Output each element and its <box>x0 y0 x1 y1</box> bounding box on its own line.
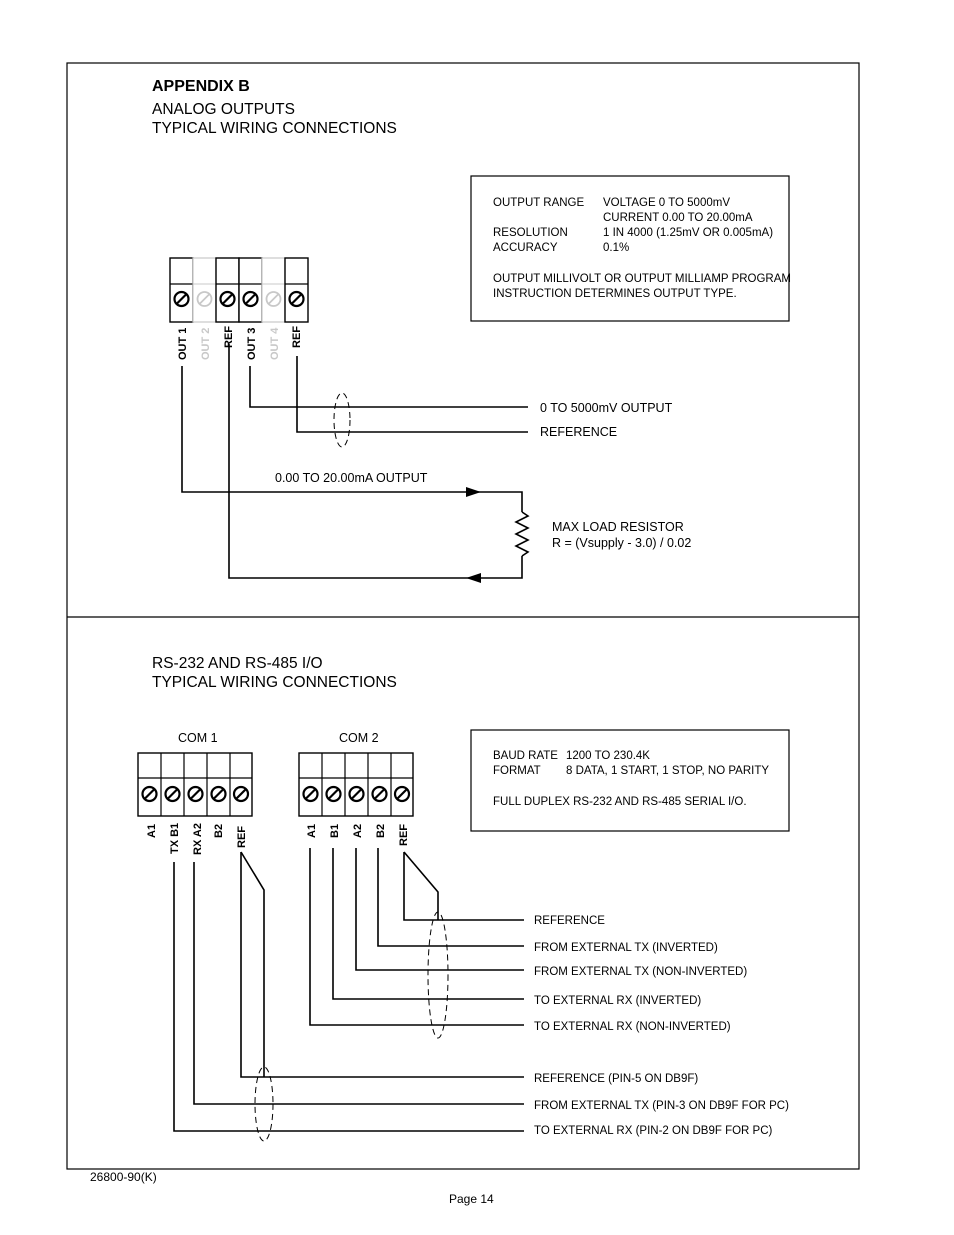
screw-icon <box>189 787 203 801</box>
cable-shield-ellipse <box>428 912 448 1038</box>
spec-serial-note: FULL DUPLEX RS-232 AND RS-485 SERIAL I/O. <box>493 796 747 808</box>
terminal-out2 <box>193 258 216 322</box>
com2-label-b2: B2 <box>375 823 387 838</box>
screw-icon <box>221 292 235 306</box>
terminal-label-out3: OUT 3 <box>246 327 258 360</box>
com1-label: COM 1 <box>178 731 218 745</box>
spec-resolution-label: RESOLUTION <box>493 227 568 239</box>
terminal-out4 <box>262 258 285 322</box>
page-number: Page 14 <box>449 1192 494 1206</box>
label-current-output: 0.00 TO 20.00mA OUTPUT <box>275 471 428 485</box>
serial-subtitle-2: TYPICAL WIRING CONNECTIONS <box>152 674 397 691</box>
wire-voltage-reference <box>297 356 528 432</box>
wire-com2-ref <box>404 852 524 920</box>
com2-label-ref: REF <box>398 824 410 846</box>
spec-resolution-value: 1 IN 4000 (1.25mV OR 0.005mA) <box>603 227 774 239</box>
label-com1-to-rx: TO EXTERNAL RX (PIN-2 ON DB9F FOR PC) <box>534 1125 773 1137</box>
spec-accuracy-label: ACCURACY <box>493 242 558 254</box>
label-from-tx-noninverted: FROM EXTERNAL TX (NON-INVERTED) <box>534 966 748 978</box>
label-com2-ref: REFERENCE <box>534 915 605 927</box>
appendix-title: APPENDIX B <box>152 78 250 95</box>
com2-label-b1: B1 <box>329 823 341 838</box>
wire-com2-b2 <box>378 848 524 946</box>
label-com1-ref: REFERENCE (PIN-5 ON DB9F) <box>534 1073 699 1085</box>
wire-voltage-output <box>250 366 528 407</box>
label-to-rx-noninverted: TO EXTERNAL RX (NON-INVERTED) <box>534 1021 731 1033</box>
spec-note-line-2: INSTRUCTION DETERMINES OUTPUT TYPE. <box>493 288 737 300</box>
terminal-out1 <box>170 258 193 322</box>
label-to-rx-inverted: TO EXTERNAL RX (INVERTED) <box>534 995 702 1007</box>
screw-icon <box>244 292 258 306</box>
spec-output-range-voltage: VOLTAGE 0 TO 5000mV <box>603 197 730 209</box>
terminal-ref-1 <box>216 258 239 322</box>
screw-icon <box>143 787 157 801</box>
terminal-out3 <box>239 258 262 322</box>
wire-com1-tx-b1 <box>174 862 524 1131</box>
com2-label-a2: A2 <box>352 823 364 838</box>
serial-spec-box <box>471 730 789 831</box>
screw-icon <box>166 787 180 801</box>
serial-subtitle-1: RS-232 AND RS-485 I/O <box>152 655 323 672</box>
wire-com1-ref <box>241 852 524 1077</box>
analog-subtitle-1: ANALOG OUTPUTS <box>152 101 295 118</box>
com2-label-a1: A1 <box>306 823 318 838</box>
doc-number: 26800-90(K) <box>90 1170 157 1184</box>
wire-com1-rx-a2 <box>194 862 524 1104</box>
label-resistor-title: MAX LOAD RESISTOR <box>552 520 684 534</box>
wire-com1-ref-twist <box>241 852 264 1077</box>
spec-accuracy-value: 0.1% <box>603 242 630 254</box>
terminal-label-out1: OUT 1 <box>177 327 189 360</box>
analog-subtitle-2: TYPICAL WIRING CONNECTIONS <box>152 120 397 137</box>
terminal-label-out2: OUT 2 <box>200 327 212 360</box>
terminal-label-ref-2: REF <box>291 326 303 348</box>
label-resistor-formula: R = (Vsupply - 3.0) / 0.02 <box>552 536 692 550</box>
spec-output-range-current: CURRENT 0.00 TO 20.00mA <box>603 212 753 224</box>
com2-terminal-block <box>299 753 413 816</box>
label-voltage-reference: REFERENCE <box>540 425 618 439</box>
com2-label: COM 2 <box>339 731 379 745</box>
wire-com2-b1 <box>333 848 524 999</box>
spec-format-label: FORMAT <box>493 765 541 777</box>
screw-icon <box>395 787 409 801</box>
screw-icon <box>373 787 387 801</box>
com1-label-b2: B2 <box>213 823 225 838</box>
analog-terminal-block <box>170 258 308 322</box>
screw-icon <box>267 292 281 306</box>
screw-icon <box>350 787 364 801</box>
com1-label-tx-b1: TX B1 <box>169 822 181 854</box>
wire-current-return <box>229 344 522 578</box>
com1-label-a1: A1 <box>146 823 158 838</box>
terminal-label-out4: OUT 4 <box>269 327 281 360</box>
screw-icon <box>327 787 341 801</box>
terminal-label-ref-1: REF <box>223 326 235 348</box>
screw-icon <box>304 787 318 801</box>
cable-shield-ellipse <box>334 393 350 447</box>
screw-icon <box>198 292 212 306</box>
label-from-tx-inverted: FROM EXTERNAL TX (INVERTED) <box>534 942 718 954</box>
arrow-left-icon <box>466 573 481 583</box>
arrow-right-icon <box>466 487 481 497</box>
screw-icon <box>234 787 248 801</box>
com1-label-ref: REF <box>236 826 248 848</box>
com1-terminal-block <box>138 753 252 816</box>
screw-icon <box>290 292 304 306</box>
screw-icon <box>212 787 226 801</box>
spec-baud-label: BAUD RATE <box>493 750 558 762</box>
spec-baud-value: 1200 TO 230.4K <box>566 750 650 762</box>
com1-label-rx-a2: RX A2 <box>192 823 204 855</box>
wire-com2-a2 <box>356 848 524 970</box>
label-com1-from-tx: FROM EXTERNAL TX (PIN-3 ON DB9F FOR PC) <box>534 1100 789 1112</box>
spec-format-value: 8 DATA, 1 START, 1 STOP, NO PARITY <box>566 765 770 777</box>
terminal-ref-2 <box>285 258 308 322</box>
screw-icon <box>175 292 189 306</box>
wire-com2-ref-twist <box>404 852 438 920</box>
resistor-icon <box>516 512 528 556</box>
label-voltage-output: 0 TO 5000mV OUTPUT <box>540 401 673 415</box>
spec-output-range-label: OUTPUT RANGE <box>493 197 585 209</box>
spec-note-line-1: OUTPUT MILLIVOLT OR OUTPUT MILLIAMP PROGRAM <box>493 273 791 285</box>
